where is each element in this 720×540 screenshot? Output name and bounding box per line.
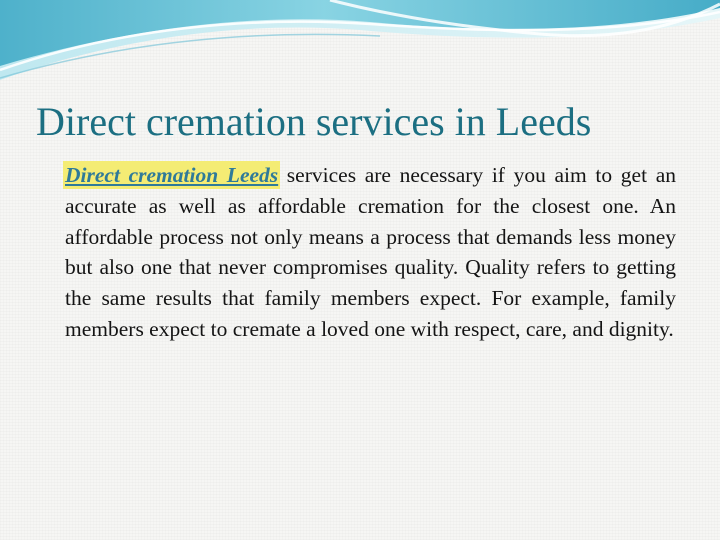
slide-title: Direct cremation services in Leeds [36, 99, 592, 144]
header-wave-decoration [0, 0, 720, 90]
slide-body [65, 160, 676, 345]
keyword-link[interactable]: Direct cremation Leeds [65, 163, 279, 187]
body-text-content: services are necessary if you aim to get an accurate as well as affordable cremation for the closest one. An affordable process not only means a process that demands less money but also one that never compromises quality. Quality refers to getting the same results that family members expect. For example, family members expect to cremate a loved one with respect, care, and dignity. [65, 163, 676, 341]
